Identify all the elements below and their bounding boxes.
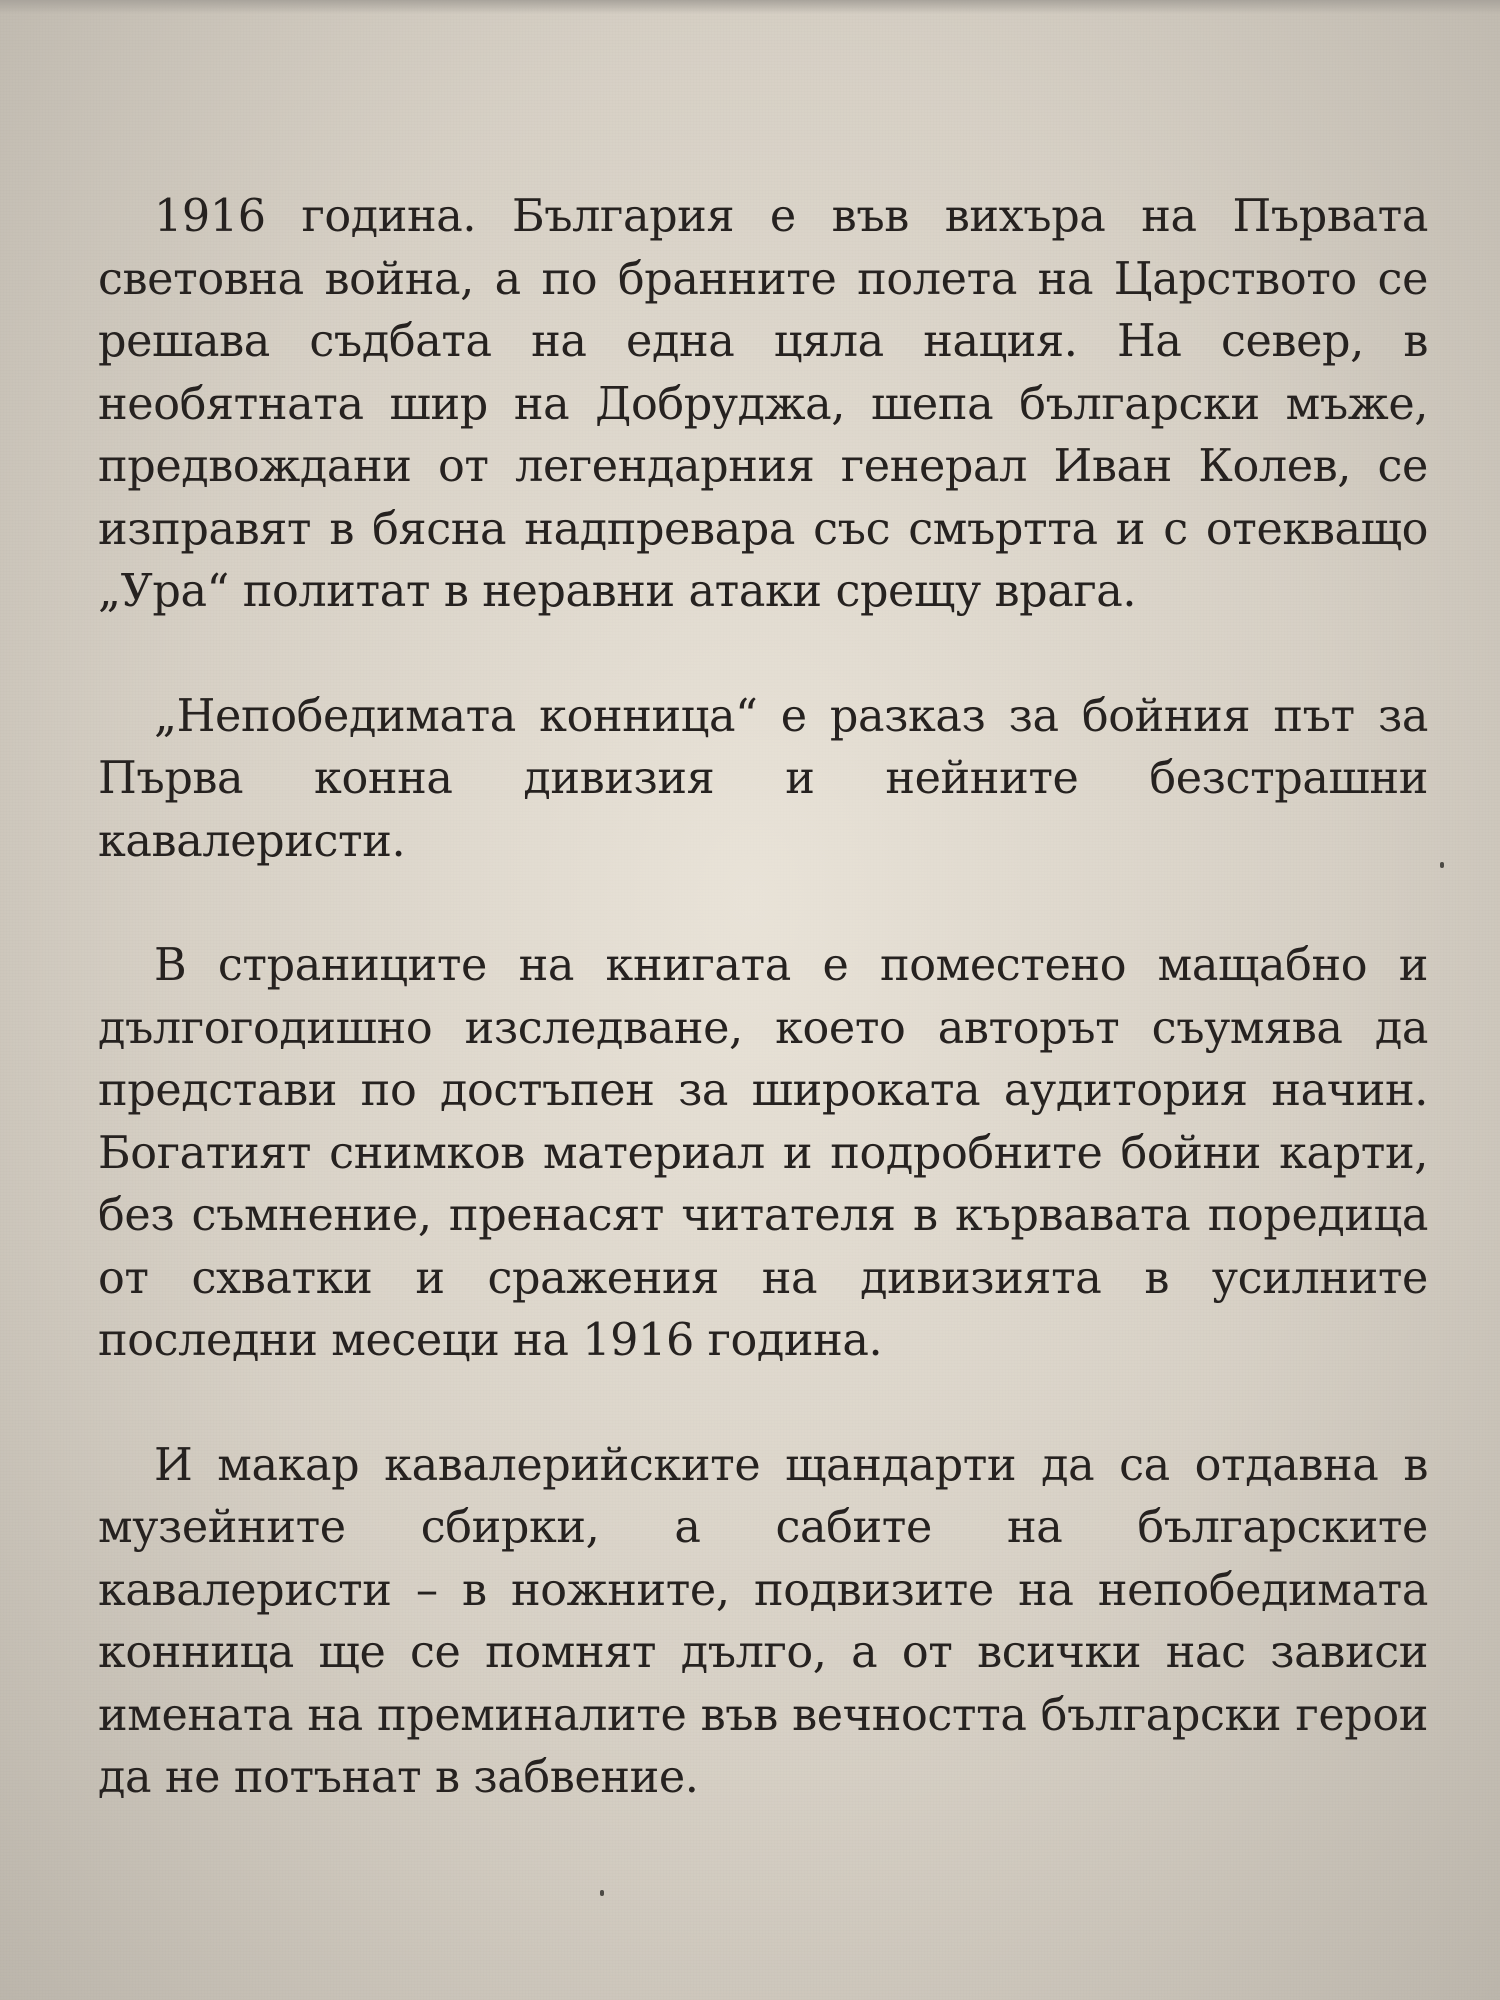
page-top-edge [0,0,1500,14]
paragraph-4: И макар кавалерийските щандарти да са отдавна в музейните сбирки, а сабите на българските кавалеристи – в ножните, подвизите на непобедимата конница ще се помнят дълго, а от всички нас зависи имената на преминалите във вечността български герои да не потънат в забвение. [98,1439,1428,1803]
paragraph-3: В страниците на книгата е поместено мащабно и дългогодишно изследване, което авторът съумява да представи по достъпен за широката аудитория начин. Богатият снимков материал и подробните бойни карти, без съмнение, пренасят читателя в кървавата поредица от схватки и сражения на дивизията в усилните последни месеци на 1916 година. [98,940,1428,1366]
paragraph-2: „Непобедимата конница“ е разказ за бойния път за Първа конна дивизия и нейните безстрашни кавалеристи. [98,690,1428,867]
paper-speck [1440,862,1444,868]
paper-speck [600,1890,604,1896]
paragraph-1: 1916 година. България е във вихъра на Първата световна война, а по бранните полета на Царството се решава съдбата на една цяла нация. На север, в необятната шир на Добруджа, шепа български мъже, предвождани от легендарния генерал Иван Колев, се изправят в бясна надпревара със смъртта и с отекващо „Ура“ политат в неравни атаки срещу врага. [98,191,1428,617]
blurb-text-block [98,186,1428,1810]
